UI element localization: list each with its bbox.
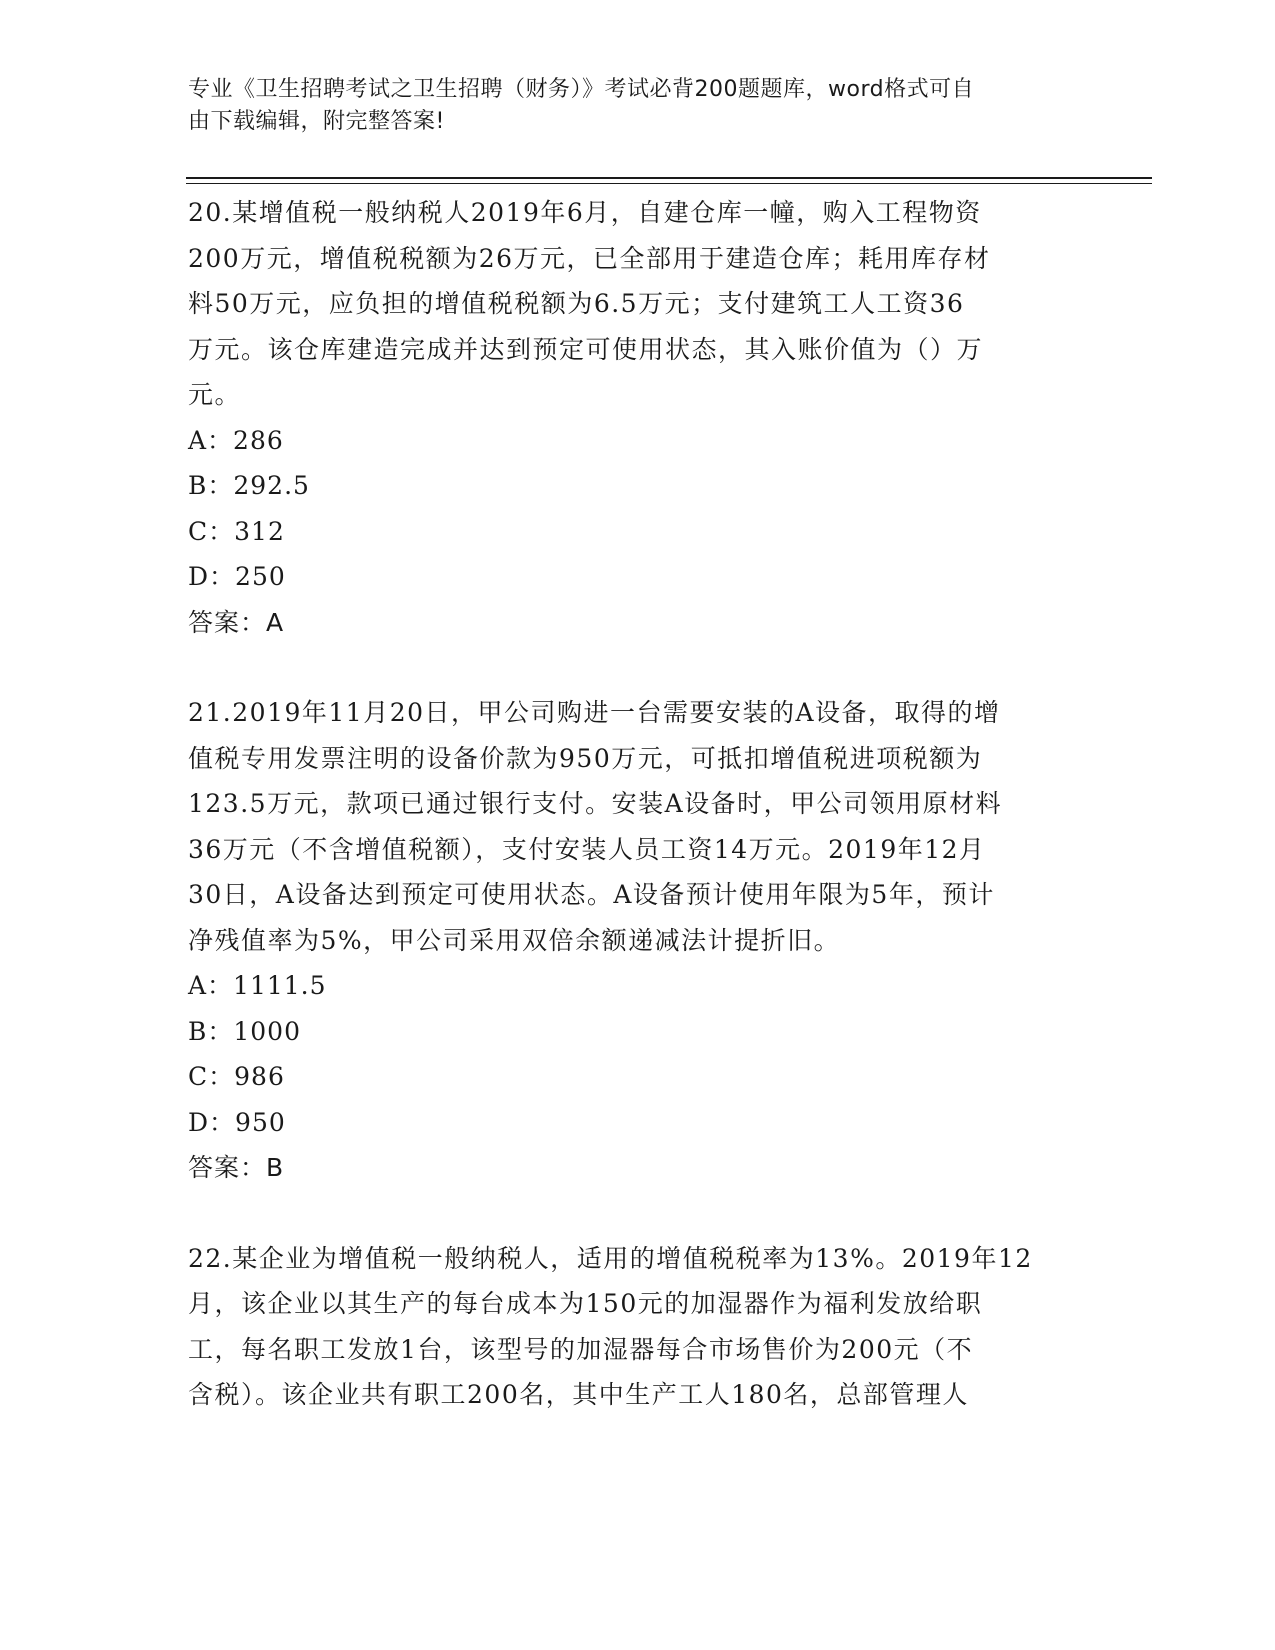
question-text-line: 21.2019年11月20日，甲公司购进一台需要安装的A设备，取得的增	[188, 698, 1001, 727]
question-21	[188, 690, 1088, 1191]
question-text-line: 元。	[188, 380, 242, 409]
header-title-line-1: 专业《卫生招聘考试之卫生招聘（财务）》考试必背200题题库，word格式可自	[188, 77, 975, 102]
question-text-line: 工，每名职工发放1台，该型号的加湿器每合市场售价为200元（不	[188, 1334, 974, 1364]
header-divider-thin	[186, 183, 1152, 184]
document-header	[188, 74, 1068, 138]
question-text-line: 含税）。该企业共有职工200名，其中生产工人180名，总部管理人	[188, 1380, 969, 1409]
option-b: B：1000	[188, 1016, 301, 1046]
question-text-line: 36万元（不含增值税额），支付安装人员工资14万元。2019年12月	[188, 834, 986, 864]
option-c: C：986	[188, 1062, 285, 1091]
option-d: D：950	[188, 1107, 286, 1137]
question-text-line: 值税专用发票注明的设备价款为950万元，可抵扣增值税进项税额为	[188, 743, 983, 773]
question-text-line: 30日，A设备达到预定可使用状态。A设备预计使用年限为5年，预计	[188, 880, 995, 909]
question-text-line: 净残值率为5%，甲公司采用双倍余额递减法计提折旧。	[188, 925, 841, 955]
option-d: D：250	[188, 562, 286, 591]
question-text-line: 20.某增值税一般纳税人2019年6月，自建仓库一幢，购入工程物资	[188, 198, 982, 227]
header-divider-thick	[186, 177, 1152, 179]
question-text-line: 月，该企业以其生产的每台成本为150元的加湿器作为福利发放给职	[188, 1289, 983, 1318]
document-body	[188, 190, 1088, 1463]
question-text-line: 料50万元，应负担的增值税税额为6.5万元；支付建筑工人工资36	[188, 289, 965, 318]
answer-line: 答案：B	[188, 1153, 285, 1182]
option-c: C：312	[188, 516, 285, 546]
header-title-line-2: 由下载编辑，附完整答案!	[188, 109, 445, 134]
answer-line: 答案：A	[188, 607, 285, 637]
option-a: A：1111.5	[188, 971, 327, 1000]
question-text-line: 123.5万元，款项已通过银行支付。安装A设备时，甲公司领用原材料	[188, 789, 1003, 818]
question-22	[188, 1236, 1088, 1418]
question-20	[188, 190, 1088, 645]
option-b: B：292.5	[188, 471, 310, 500]
question-text-line: 22.某企业为增值税一般纳税人，适用的增值税税率为13%。2019年12	[188, 1243, 1033, 1273]
question-text-line: 200万元，增值税税额为26万元，已全部用于建造仓库；耗用库存材	[188, 243, 991, 273]
question-text-line: 万元。该仓库建造完成并达到预定可使用状态，其入账价值为（）万	[188, 334, 984, 364]
option-a: A：286	[188, 425, 284, 455]
